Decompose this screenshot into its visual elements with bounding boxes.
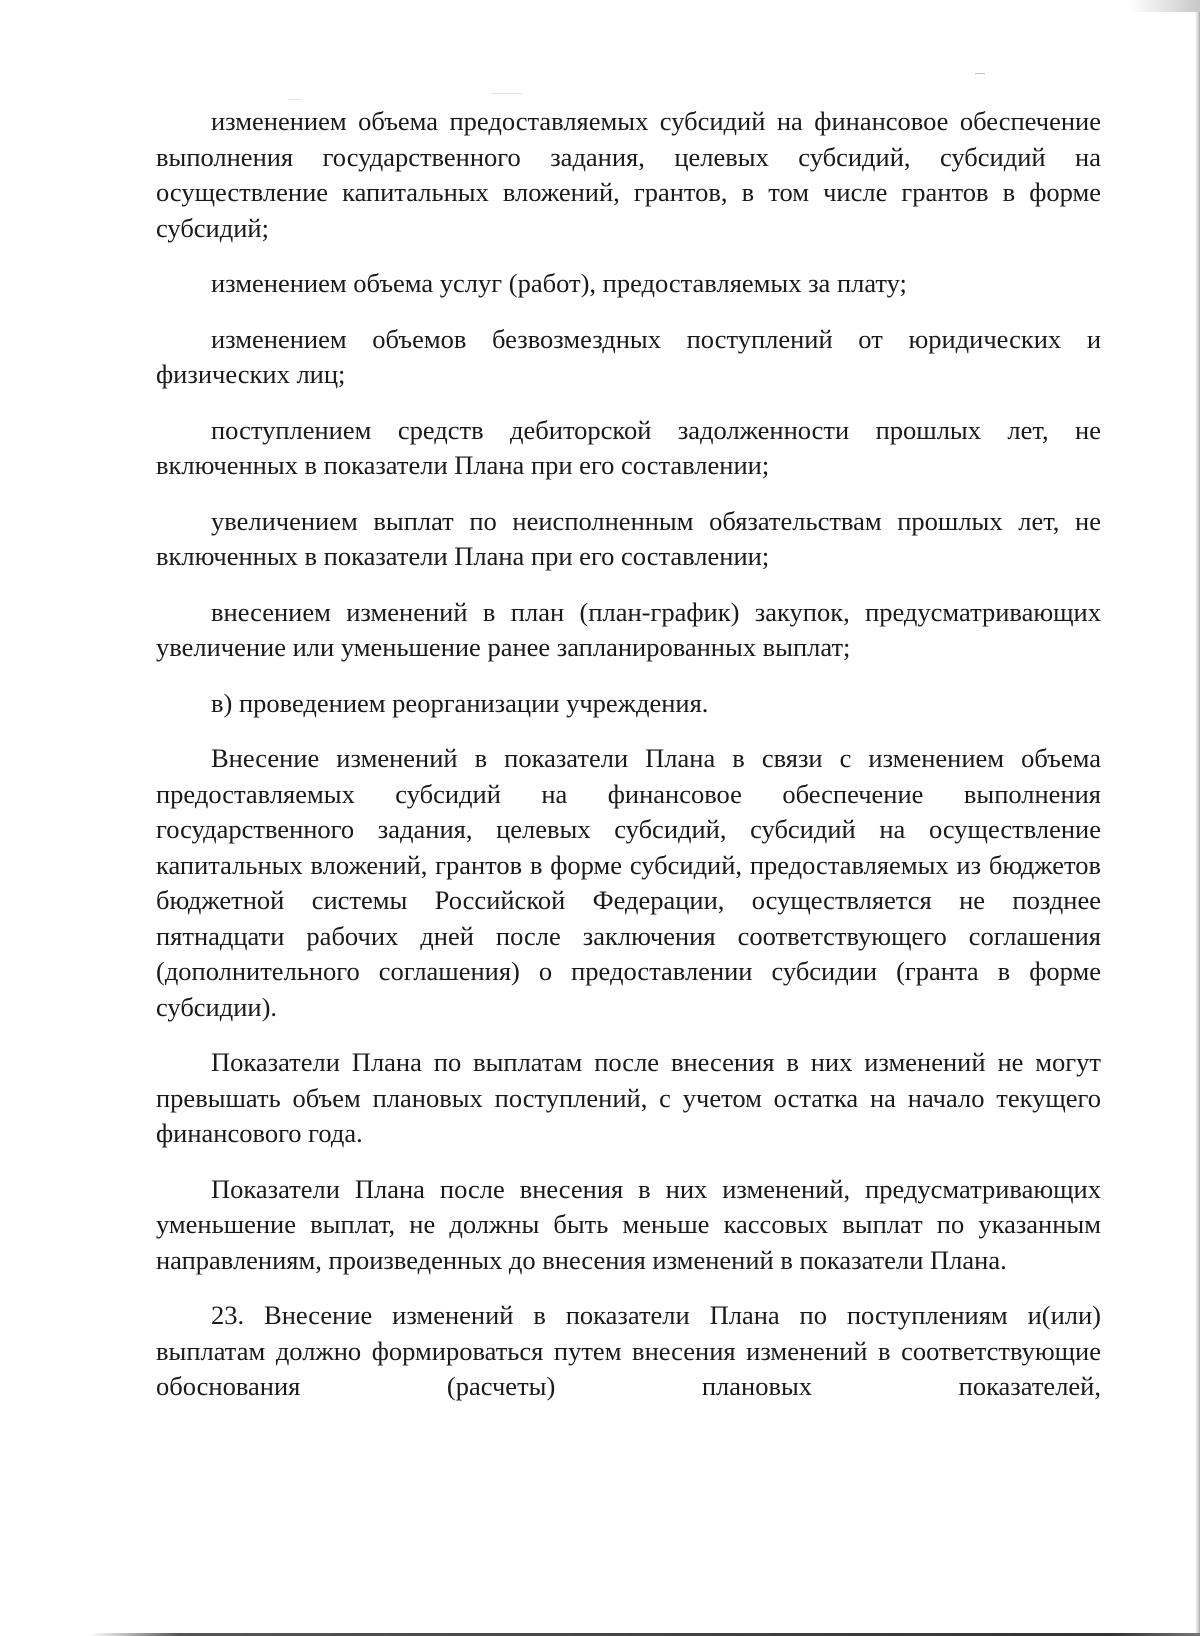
paragraph-paid-services-change: изменением объема услуг (работ), предоставляемых за плату; <box>211 268 907 298</box>
scan-speck <box>492 93 522 94</box>
paragraph-subsidy-deadline: Внесение изменений в показатели Плана в связи с изменением объема предоставляемых субсидий на финансовое обеспечение выполнения государственного задания, целевых субсидий, субсидий на осуществление капитальных вложений, грантов в форме субсидий, предоставляемых из бюджетов бюджетной системы Российской Федерации, осуществляется не позднее пятнадцати рабочих дней после заключения соответствующего соглашения (дополнительного соглашения) о предоставлении субсидии (гранта в форме субсидии). <box>156 743 1101 1022</box>
paragraph-receivables-receipt: поступлением средств дебиторской задолженности прошлых лет, не включенных в показатели Плана при его составлении; <box>156 414 1101 480</box>
paragraph-payment-limits: Показатели Плана по выплатам после внесения в них изменений не могут превышать объем плановых поступлений, с учетом остатка на начало текущего финансового года. <box>156 1047 1101 1148</box>
scan-edge-top-right <box>1130 0 1200 12</box>
paragraph-unfulfilled-obligations: увеличением выплат по неисполненным обязательствам прошлых лет, не включенных в показатели Плана при его составлении; <box>156 505 1101 571</box>
document-body <box>156 104 1101 1405</box>
paragraph-procurement-plan-changes: внесением изменений в план (план-график) закупок, предусматривающих увеличение или уменьшение ранее запланированных выплат; <box>156 596 1101 662</box>
paragraph-cash-payments: Показатели Плана после внесения в них изменений, предусматривающих уменьшение выплат, не должны быть меньше кассовых выплат по указанным направлениям, произведенных до внесения изменений в показатели Плана. <box>156 1173 1101 1275</box>
scan-speck <box>975 73 985 74</box>
paragraph-section-23: 23. Внесение изменений в показатели Плана по поступлениям и(или) выплатам должно формироваться путем внесения изменений в соответствующие обоснования (расчеты) плановых показателей, <box>156 1300 1101 1401</box>
paragraph-reorganization: в) проведением реорганизации учреждения. <box>211 687 709 718</box>
paragraph-gratuitous-receipts-change: изменением объемов безвозмездных поступлений от юридических и физических лиц; <box>156 323 1101 389</box>
paragraph-subsidy-volume-change: изменением объема предоставляемых субсидий на финансовое обеспечение выполнения государственного задания, целевых субсидий, субсидий на осуществление капитальных вложений, грантов, в том числе грантов в форме субсидий; <box>156 106 1101 243</box>
scan-edge-right <box>1195 0 1200 1636</box>
scan-speck <box>288 99 302 100</box>
